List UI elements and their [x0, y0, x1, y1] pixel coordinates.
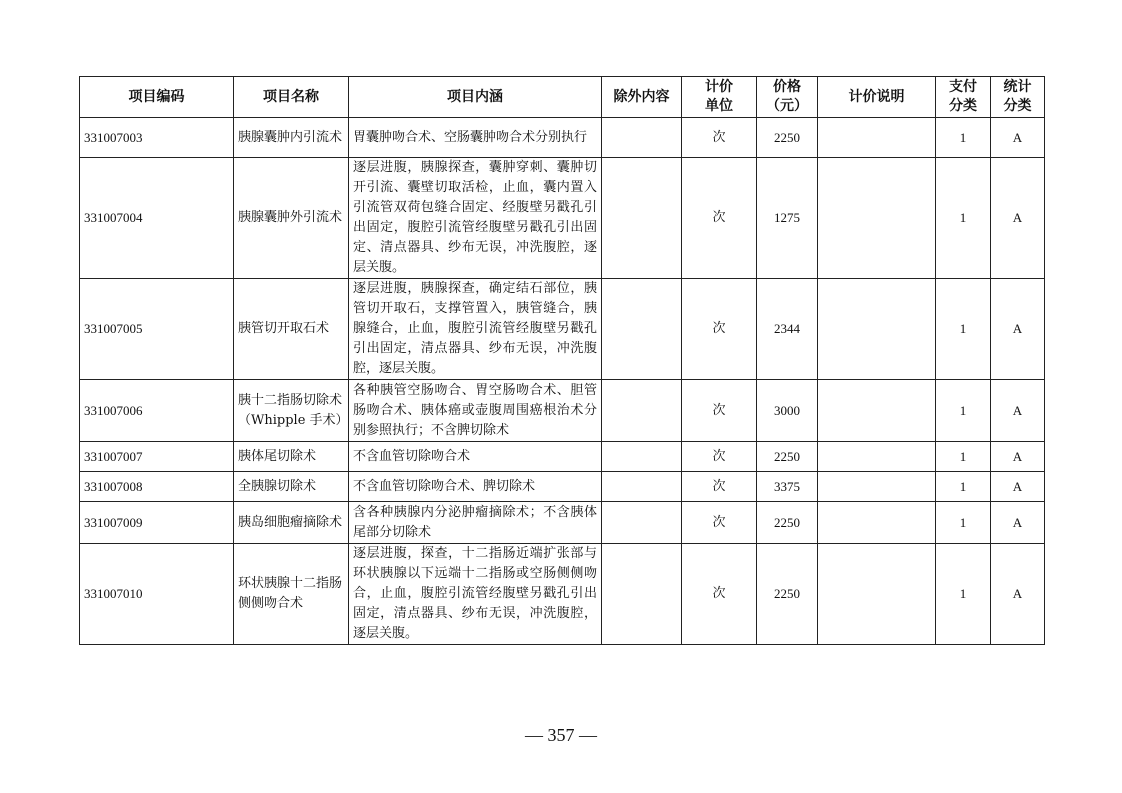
cell-unit: 次	[682, 279, 757, 380]
header-content: 项目内涵	[349, 77, 602, 118]
cell-excluded	[602, 442, 682, 472]
header-excluded: 除外内容	[602, 77, 682, 118]
cell-note	[818, 118, 936, 158]
cell-name: 胰十二指肠切除术（Whipple 手术）	[234, 380, 349, 442]
cell-pay: 1	[936, 158, 991, 279]
table-row	[80, 279, 1045, 380]
cell-unit: 次	[682, 502, 757, 544]
cell-excluded	[602, 158, 682, 279]
cell-name: 胰岛细胞瘤摘除术	[234, 502, 349, 544]
table-row	[80, 380, 1045, 442]
cell-stat: A	[991, 442, 1045, 472]
cell-note	[818, 279, 936, 380]
cell-stat: A	[991, 279, 1045, 380]
cell-price: 2250	[757, 118, 818, 158]
cell-name: 环状胰腺十二指肠侧侧吻合术	[234, 544, 349, 645]
header-unit: 计价 单位	[682, 77, 757, 118]
cell-name: 胰管切开取石术	[234, 279, 349, 380]
cell-price: 2250	[757, 502, 818, 544]
cell-pay: 1	[936, 544, 991, 645]
table-header	[80, 77, 1045, 118]
cell-code: 331007006	[80, 380, 234, 442]
cell-excluded	[602, 502, 682, 544]
cell-price: 3375	[757, 472, 818, 502]
cell-excluded	[602, 118, 682, 158]
cell-code: 331007005	[80, 279, 234, 380]
cell-stat: A	[991, 472, 1045, 502]
cell-content: 含各种胰腺内分泌肿瘤摘除术；不含胰体尾部分切除术	[349, 502, 602, 544]
cell-content: 胃囊肿吻合术、空肠囊肿吻合术分别执行	[349, 118, 602, 158]
cell-note	[818, 544, 936, 645]
cell-content: 不含血管切除吻合术	[349, 442, 602, 472]
cell-code: 331007007	[80, 442, 234, 472]
cell-name: 胰体尾切除术	[234, 442, 349, 472]
cell-code: 331007008	[80, 472, 234, 502]
header-stat: 统计 分类	[991, 77, 1045, 118]
cell-content: 逐层进腹，胰腺探查，囊肿穿刺、囊肿切开引流、囊壁切取活检，止血，囊内置入引流管双荷包缝合固定、经腹壁另戳孔引出固定，腹腔引流管经腹壁另戳孔引出固定、清点器具、纱布无误，冲洗腹腔，逐层关腹。	[349, 158, 602, 279]
cell-name: 全胰腺切除术	[234, 472, 349, 502]
cell-pay: 1	[936, 118, 991, 158]
table-row	[80, 442, 1045, 472]
cell-pay: 1	[936, 472, 991, 502]
cell-pay: 1	[936, 502, 991, 544]
cell-note	[818, 380, 936, 442]
cell-unit: 次	[682, 442, 757, 472]
cell-content: 各种胰管空肠吻合、胃空肠吻合术、胆管肠吻合术、胰体癌或壶腹周围癌根治术分别参照执行；不含脾切除术	[349, 380, 602, 442]
cell-stat: A	[991, 118, 1045, 158]
table-row	[80, 502, 1045, 544]
cell-note	[818, 502, 936, 544]
cell-pay: 1	[936, 380, 991, 442]
cell-unit: 次	[682, 118, 757, 158]
cell-price: 2344	[757, 279, 818, 380]
cell-note	[818, 158, 936, 279]
price-table	[79, 76, 1045, 645]
header-price: 价格 （元）	[757, 77, 818, 118]
cell-excluded	[602, 380, 682, 442]
cell-code: 331007010	[80, 544, 234, 645]
cell-unit: 次	[682, 544, 757, 645]
cell-code: 331007003	[80, 118, 234, 158]
cell-unit: 次	[682, 158, 757, 279]
cell-note	[818, 442, 936, 472]
table-row	[80, 472, 1045, 502]
cell-unit: 次	[682, 472, 757, 502]
cell-stat: A	[991, 158, 1045, 279]
header-code: 项目编码	[80, 77, 234, 118]
table-row	[80, 544, 1045, 645]
table-row	[80, 118, 1045, 158]
cell-code: 331007004	[80, 158, 234, 279]
header-name: 项目名称	[234, 77, 349, 118]
cell-content: 不含血管切除吻合术、脾切除术	[349, 472, 602, 502]
cell-name: 胰腺囊肿外引流术	[234, 158, 349, 279]
header-pay: 支付 分类	[936, 77, 991, 118]
cell-content: 逐层进腹，探查，十二指肠近端扩张部与环状胰腺以下远端十二指肠或空肠侧侧吻合，止血，腹腔引流管经腹壁另戳孔引出固定，清点器具、纱布无误，冲洗腹腔，逐层关腹。	[349, 544, 602, 645]
cell-excluded	[602, 544, 682, 645]
cell-stat: A	[991, 502, 1045, 544]
cell-code: 331007009	[80, 502, 234, 544]
cell-note	[818, 472, 936, 502]
cell-excluded	[602, 279, 682, 380]
header-note: 计价说明	[818, 77, 936, 118]
cell-stat: A	[991, 544, 1045, 645]
cell-price: 1275	[757, 158, 818, 279]
cell-unit: 次	[682, 380, 757, 442]
cell-price: 2250	[757, 544, 818, 645]
page-number: — 357 —	[525, 725, 597, 745]
cell-stat: A	[991, 380, 1045, 442]
cell-content: 逐层进腹，胰腺探查，确定结石部位，胰管切开取石，支撑管置入，胰管缝合，胰腺缝合，止血，腹腔引流管经腹壁另戳孔引出固定，清点器具、纱布无误，冲洗腹腔，逐层关腹。	[349, 279, 602, 380]
header-row	[80, 77, 1045, 118]
table-row	[80, 158, 1045, 279]
cell-pay: 1	[936, 442, 991, 472]
cell-excluded	[602, 472, 682, 502]
table-body	[80, 118, 1045, 645]
cell-price: 2250	[757, 442, 818, 472]
cell-price: 3000	[757, 380, 818, 442]
cell-name: 胰腺囊肿内引流术	[234, 118, 349, 158]
cell-pay: 1	[936, 279, 991, 380]
